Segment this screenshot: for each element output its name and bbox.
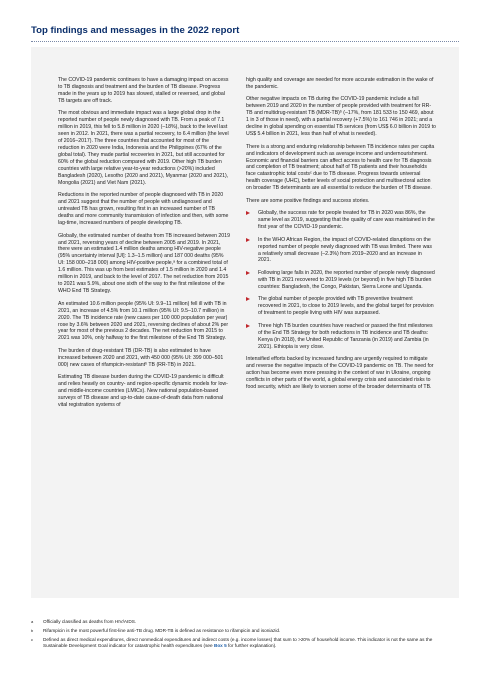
heading-divider [31, 41, 459, 42]
footnote-marker: a [31, 619, 34, 624]
bullet-text: In the WHO African Region, the impact of COVID-related disruptions on the reported number of people newly diagnosed with TB was limited. There was a relatively small decrease (–2.3%) from 2019–2020 and an increase in 2021. [258, 236, 432, 264]
triangle-bullet-icon [246, 238, 250, 242]
paragraph: The burden of drug-resistant TB (DR-TB) is also estimated to have increased between 2020 and 2021, with 450 000 (95% UI: 399 000–501 000) new cases of rifampicin-resistantᵇ TB (RR-TB) in 2021. [58, 347, 224, 368]
list-item [246, 323, 436, 351]
paragraph: Reductions in the reported number of people diagnosed with TB in 2020 and 2021 suggest that the number of people with undiagnosed and untreated TB has grown, resulting first in an increased number of TB deaths and more community transmission of infection and then, with some lag-time, increased numbers of people developing TB. [58, 192, 229, 227]
footnote-c [31, 637, 456, 650]
paragraph: The most obvious and immediate impact was a large global drop in the reported number of people newly diagnosed with TB. From a peak of 7.1 million in 2019, this fell to 5.8 million in 2020 (–18%), back to the level last seen in 2012. In 2021, there was a partial recovery, to 6.4 million (the level of 2016–2017). The three countries that accounted for most of the reduction in 2020 were India, Indonesia and the Philippines (67% of the global total). They made partial recoveries in 2021, but still accounted for 60% of the global reduction compared with 2019. Other high TB burden countries with large relative year-to-year reductions (>20%) included Bangladesh (2020), Lesotho (2020 and 2021), Myanmar (2020 and 2021), Mongolia (2021) and Viet Nam (2021). [58, 110, 229, 186]
paragraph: The COVID-19 pandemic continues to have a damaging impact on access to TB diagnosis and treatment and the burden of TB disease. Progress made in the years up to 2019 has slowed, stalled or reversed, and global TB targets are off track. [58, 77, 229, 104]
closing-paragraph: Intensified efforts backed by increased funding are urgently required to mitigate and reverse the negative impacts of the COVID-19 pandemic on TB. The need for action has become even more pressing in the context of war in Ukraine, ongoing conflicts in other parts of the world, a global energy crisis and associated risks to food security, which are likely to worsen some of the broader determinants of TB. [246, 355, 434, 390]
footnote-text [31, 637, 456, 650]
footnote-marker: c [31, 637, 33, 642]
paragraph: Estimating TB disease burden during the COVID-19 pandemic is difficult and relies heavily on country- and region-specific dynamic models for low- and middle-income countries (LMICs). New national population-based surveys of TB disease and up-to-date cause-of-death data from national vital registration systems of [58, 374, 228, 409]
triangle-bullet-icon [246, 297, 250, 301]
list-item [246, 237, 436, 265]
footnote-text: Officially classified as deaths from HIV/AIDS. [43, 619, 137, 624]
paragraph: Other negative impacts on TB during the COVID-19 pandemic include a fall between 2019 and 2020 in the number of people provided with treatment for RR-TB and multidrug-resistant TB (MDR-TB)ᵇ (–17%, from 181 533 to 150 469, about 1 in 3 of those in need), with a partial recovery (+7.5%) to 161 746 in 2021; and a decline in global spending on essential TB services (from US$ 6.0 billion in 2019 to US$ 5.4 billion in 2021, less than half of what is needed). [246, 96, 436, 138]
paragraph: Globally, the estimated number of deaths from TB increased between 2019 and 2021, reversing years of decline between 2005 and 2019. In 2021, there were an estimated 1.4 million deaths among HIV-negative people (95% uncertainty interval [UI]: 1.3–1.5 million) and 187 000 deaths (95% UI: 158 000–218 000) among HIV-positive people,ᵃ for a combined total of 1.6 million. This was up from best estimates of 1.5 million in 2020 and 1.4 million in 2019, and back to the level of 2017. The net reduction from 2015 to 2021 was 5.9%, about one sixth of the way to the first milestone of the WHO End TB Strategy. [58, 232, 230, 295]
footnote-marker: b [31, 628, 34, 633]
footnote-text: Rifampicin is the most powerful first-line anti-TB drug. MDR-TB is defined as resistance to rifampicin and isoniazid. [43, 628, 281, 633]
bullet-text: Three high TB burden countries have reached or passed the first milestones of the End TB Strategy for both reductions in TB incidence and TB deaths: Kenya (in 2018), the United Republic of Tanzania (in 2019) and Zambia (in 2021). Ethiopia is very close. [258, 322, 433, 350]
list-item [246, 270, 436, 291]
paragraph: An estimated 10.6 million people (95% UI: 9.9–11 million) fell ill with TB in 2021, an increase of 4.5% from 10.1 million (95% UI: 9.5–10.7 million) in 2020. The TB incidence rate (new cases per 100 000 population per year) rose by 3.6% between 2020 and 2021, reversing declines of about 2% per year for most of the previous 2 decades. The net reduction from 2015 to 2021 was 10%, only halfway to the first milestone of the End TB Strategy. [58, 300, 229, 342]
bullet-text: The global number of people provided with TB preventive treatment recovered in 2021, to close to 2019 levels, and the global target for provision of treatment to people living with HIV was surpassed. [258, 296, 434, 317]
footnote-a [31, 619, 456, 625]
footnote-text-part: Defined as direct medical expenditures, direct nonmedical expenditures and indirect costs (e.g. income losses) that sum to >20% of household income. This indicator is not the same as the Sustainable Development Goal indicator for catastrophic health expenditures (see [43, 637, 433, 649]
triangle-bullet-icon [246, 271, 250, 275]
list-item [246, 296, 436, 317]
footnote-text-part: for further explanation). [226, 643, 277, 649]
left-column [58, 77, 231, 414]
bullet-text: Following large falls in 2020, the reported number of people newly diagnosed with TB in 2021 recovered to 2019 levels (or beyond) in five high TB burden countries: Bangladesh, the Congo, Pakistan, Sierra Leone and Uganda. [258, 269, 435, 290]
section-heading: Top findings and messages in the 2022 report [31, 25, 240, 36]
paragraph: There is a strong and enduring relationship between TB incidence rates per capita and indicators of development such as average income and undernourishment. Economic and financial barriers can affect access to health care for TB diagnosis and completion of TB treatment; about half of TB patients and their households face catastrophic total costsᶜ due to TB disease. Progress towards universal health coverage (UHC), better levels of social protection and multisectoral action on broader TB determinants are all essential to reduce the burden of TB disease. [246, 143, 435, 192]
paragraph: high quality and coverage are needed for more accurate estimation in the wake of the pandemic. [246, 77, 434, 90]
paragraph: There are some positive findings and success stories. [246, 197, 370, 204]
box-5-link[interactable]: Box 5 [213, 643, 227, 649]
list-item [246, 210, 436, 231]
right-column [246, 77, 436, 396]
footnote-b [31, 628, 456, 634]
triangle-bullet-icon [246, 324, 250, 328]
bullet-text: Globally, the success rate for people treated for TB in 2020 was 86%, the same level as 2019, suggesting that the quality of care was maintained in the first year of the COVID-19 pandemic. [258, 210, 435, 231]
triangle-bullet-icon [246, 211, 250, 215]
